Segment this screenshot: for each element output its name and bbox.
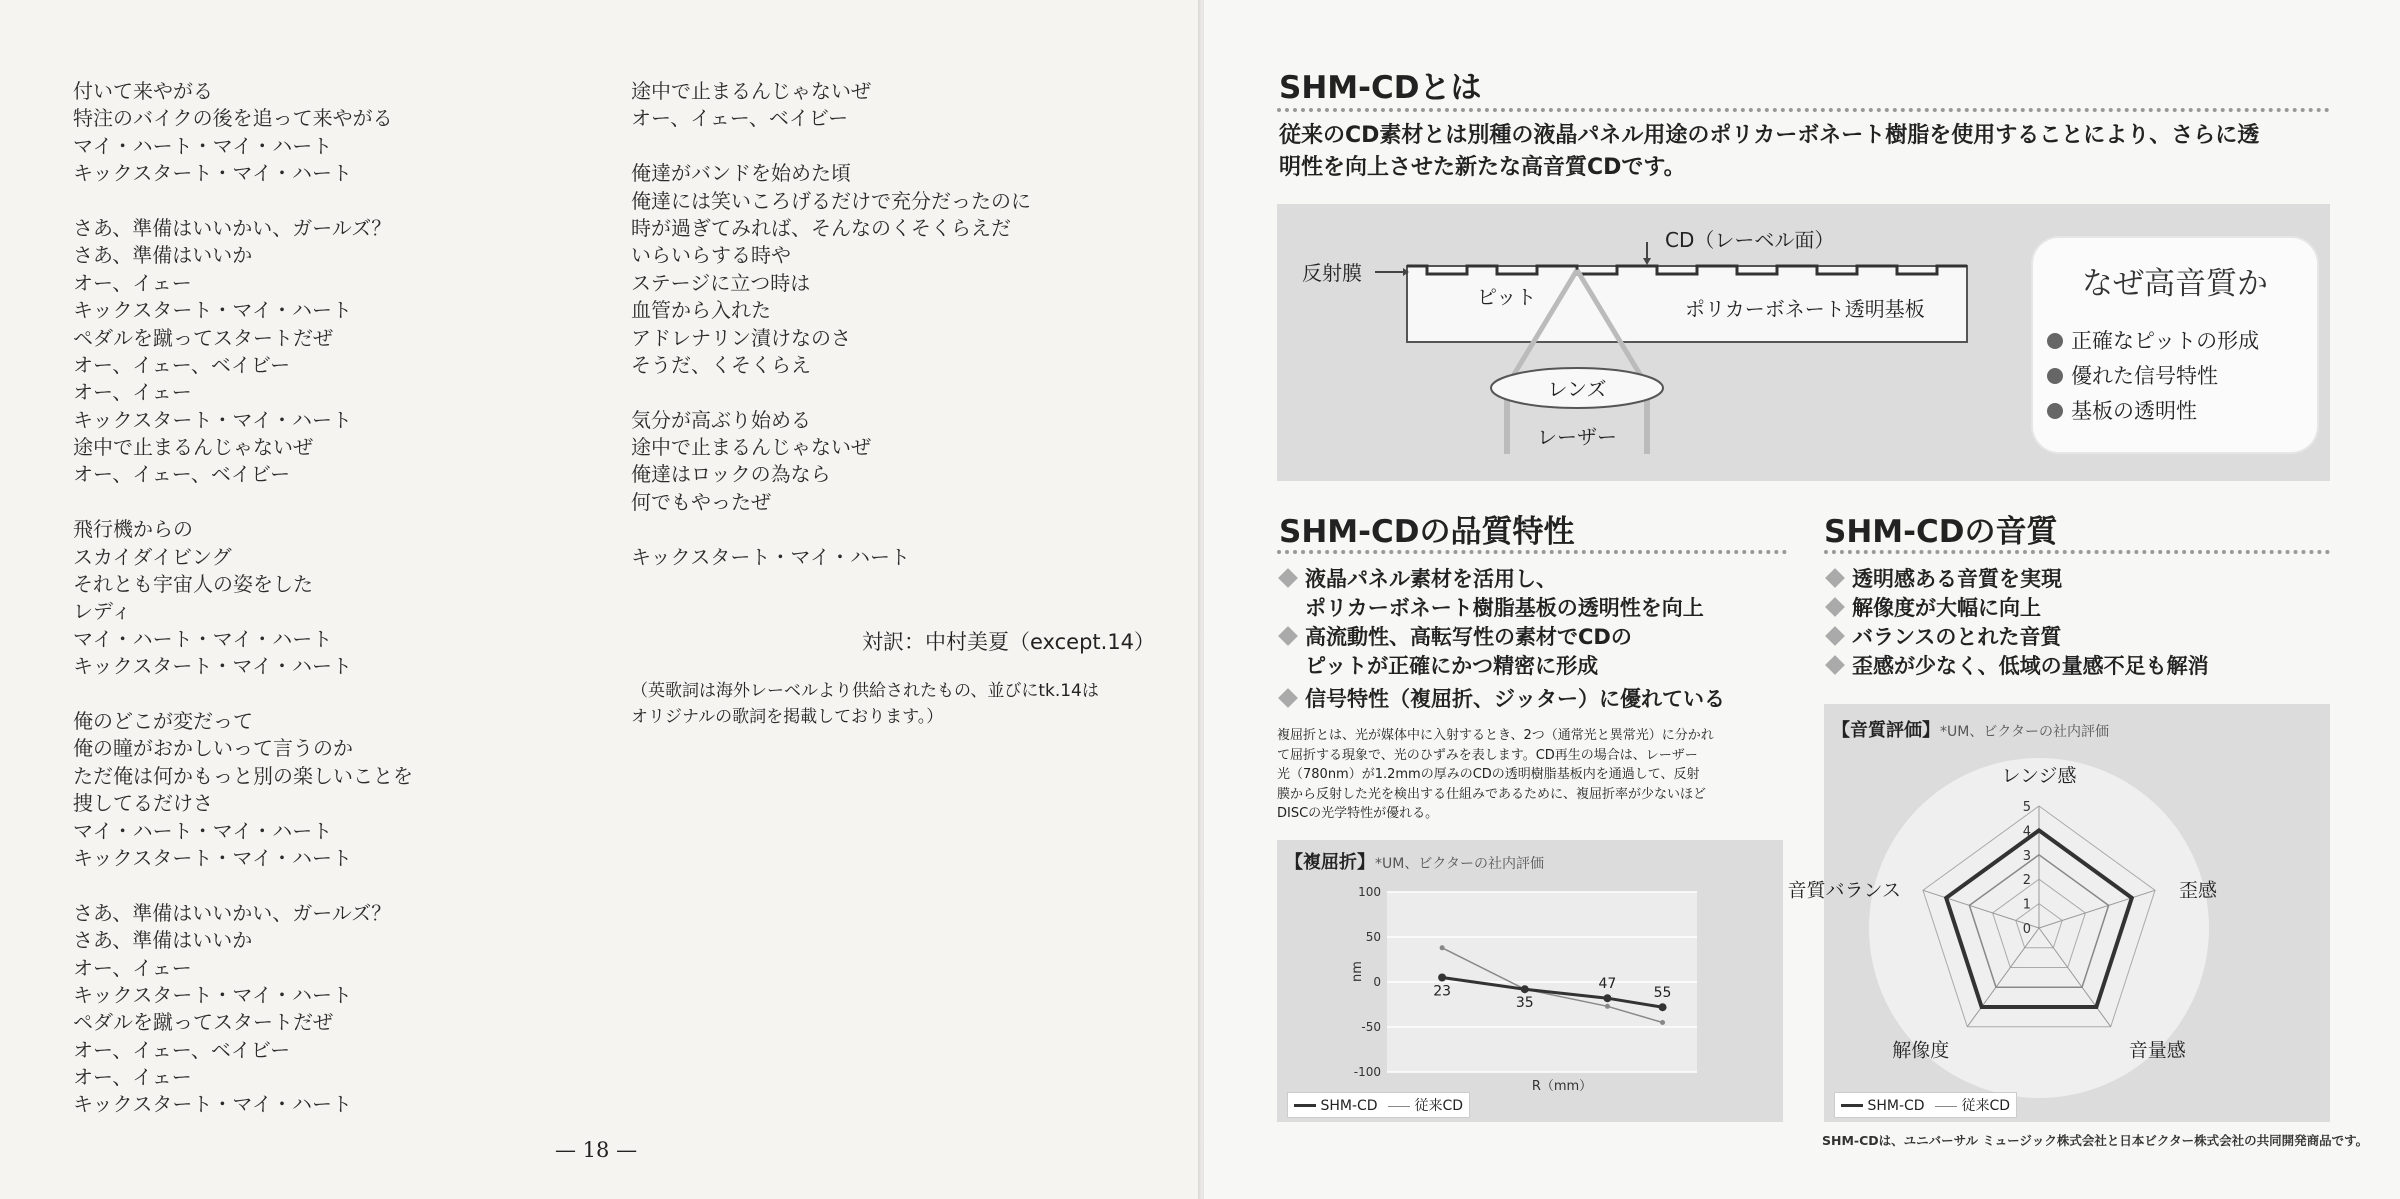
- lyric-line: オー、イェー: [73, 380, 192, 405]
- lyric-line: 気分が高ぶり始める: [631, 407, 811, 432]
- lyric-line: マイ・ハート・マイ・ハート: [73, 133, 333, 158]
- feature-text: 解像度が大幅に向上: [1852, 596, 2041, 620]
- lyric-line: 飛行機からの: [73, 517, 193, 542]
- lyric-line: キックスタート・マイ・ハート: [631, 544, 910, 569]
- legend-conv-label: 従来CD: [1961, 1098, 2011, 1114]
- data-point: [1659, 1003, 1667, 1011]
- radar-axis-label: 音量感: [2128, 1039, 2186, 1062]
- lyric-line: 俺のどこが変だって: [73, 708, 253, 733]
- legend-shm-swatch: [1841, 1104, 1863, 1107]
- feature-text: 信号特性（複屈折、ジッター）に優れている: [1305, 687, 1725, 711]
- lyric-line: さあ、準備はいいかい、ガールズ？: [73, 215, 392, 240]
- substrate-label: ポリカーボネート透明基板: [1685, 297, 1925, 321]
- lyric-line: 途中で止まるんじゃないぜ: [73, 435, 313, 460]
- stanza-gap: [631, 516, 1031, 543]
- note-line: （英歌詞は海外レーベルより供給されたもの、並びにtk.14は: [631, 681, 1099, 701]
- pit-label: ピット: [1477, 285, 1537, 309]
- y-tick-label: 50: [1365, 930, 1381, 944]
- why-item: [2047, 395, 2197, 425]
- lyric-line: オー、イェー、ベイビー: [73, 1037, 291, 1062]
- why-high-quality-box: [2033, 238, 2317, 452]
- sound-radar-chart: [1787, 704, 2330, 1122]
- feature-text: 高流動性、高転写性の素材でCDの: [1305, 625, 1632, 649]
- lyric-line: オー、イェー、ベイビー: [73, 352, 291, 377]
- lyric-line: ただ俺は何かもっと別の楽しいことを: [73, 763, 413, 788]
- reflective-label: 反射膜: [1302, 261, 1362, 285]
- lyrics-column-2: [631, 78, 1031, 571]
- y-axis-label: nm: [1350, 961, 1365, 982]
- birefringence-chart-panel: [1277, 840, 1783, 1122]
- lyric-line: いらいらする時や: [631, 243, 791, 268]
- point-label: 23: [1433, 983, 1452, 1000]
- chart-subtitle: *UM、ビクターの社内評価: [1375, 856, 1545, 872]
- why-title: なぜ高音質か: [2082, 266, 2268, 302]
- lyric-line: レディ: [73, 599, 132, 624]
- laser-label: レーザー: [1537, 425, 1617, 449]
- lyric-line: 途中で止まるんじゃないぜ: [631, 435, 871, 460]
- translator-credit: 対訳：中村美夏（except.14）: [862, 630, 1156, 654]
- lyric-line: 俺達はロックの為なら: [631, 462, 831, 487]
- title-divider: [1277, 108, 2330, 112]
- lyric-line: 俺達がバンドを始めた頃: [631, 161, 851, 186]
- lyric-line: オー、イェー: [73, 270, 192, 295]
- lyric-line: そうだ、くそくらえ: [631, 352, 811, 377]
- sound-feature: [1824, 594, 2041, 623]
- diamond-bullet-icon: [1278, 626, 1298, 646]
- shm-cd-title: SHM-CDとは: [1279, 70, 1482, 106]
- diamond-bullet-icon: [1825, 597, 1845, 617]
- feature-text: バランスのとれた音質: [1852, 625, 2062, 649]
- stanza-gap: [73, 188, 413, 215]
- lyric-line: 途中で止まるんじゃないぜ: [631, 79, 871, 103]
- lyric-line: さあ、準備はいいか: [73, 928, 253, 953]
- sound-divider: [1824, 550, 2330, 554]
- diamond-bullet-icon: [1278, 568, 1298, 588]
- lyric-line: オー、イェー: [73, 1065, 192, 1090]
- lyric-line: マイ・ハート・マイ・ハート: [73, 626, 333, 651]
- point-label: 55: [1653, 985, 1672, 1002]
- lyric-line: それとも宇宙人の姿をした: [73, 572, 313, 597]
- bullet-dot-icon: [2047, 403, 2063, 419]
- chart-subtitle: *UM、ビクターの社内評価: [1940, 724, 2110, 740]
- legend-shm-label: SHM-CD: [1867, 1098, 1925, 1114]
- radar-tick-label: 4: [2022, 824, 2031, 840]
- data-point: [1605, 1004, 1610, 1009]
- stanza-gap: [631, 133, 1031, 160]
- diamond-bullet-icon: [1825, 568, 1845, 588]
- lyric-line: ペダルを蹴ってスタートだぜ: [73, 1010, 333, 1035]
- stanza-gap: [631, 379, 1031, 406]
- desc-line: 複屈折とは、光が媒体中に入射するとき、2つ（通常光と異常光）に分かれ: [1277, 728, 1714, 743]
- lyric-line: キックスタート・マイ・ハート: [73, 982, 352, 1007]
- y-tick-label: 100: [1358, 885, 1381, 899]
- lyric-line: オー、イェー: [73, 955, 192, 980]
- radar-tick-label: 3: [2022, 848, 2031, 864]
- y-tick-label: -50: [1361, 1020, 1381, 1034]
- sound-feature: [1824, 623, 2061, 652]
- page-number: — 18 —: [555, 1138, 638, 1162]
- lyric-line: マイ・ハート・マイ・ハート: [73, 818, 333, 843]
- data-point: [1521, 985, 1529, 993]
- radar-chart-legend: [1834, 1092, 2017, 1118]
- lyric-line: ペダルを蹴ってスタートだぜ: [73, 325, 333, 350]
- chart-title-text: 【複屈折】: [1285, 852, 1375, 873]
- feature-text: 液晶パネル素材を活用し、: [1305, 567, 1557, 591]
- feature-text: ポリカーボネート樹脂基板の透明性を向上: [1305, 596, 1704, 620]
- quality-feature-3: [1277, 685, 1725, 714]
- lyric-line: オー、イェー、ベイビー: [631, 106, 849, 131]
- data-point: [1603, 994, 1611, 1002]
- birefringence-line-chart: [1277, 840, 1783, 1122]
- radar-axis-label: 歪感: [2179, 879, 2218, 902]
- lyrics-column-1: [73, 78, 413, 1119]
- sound-evaluation-chart-panel: [1787, 704, 2330, 1122]
- legend-shm-swatch: [1294, 1104, 1316, 1107]
- lyrics-note: [631, 678, 1099, 730]
- sound-feature: [1824, 565, 2062, 594]
- intro-line: 従来のCD素材とは別種の液晶パネル用途のポリカーボネート樹脂を使用することにより、さらに透: [1279, 123, 2260, 148]
- desc-line: て屈折する現象で、光のひずみを表します。CD再生の場合は、レーザー: [1277, 747, 1698, 763]
- cd-label: CD（レーベル面）: [1665, 228, 1835, 252]
- lyric-line: オー、イェー、ベイビー: [73, 462, 291, 487]
- feature-text: ピットが正確にかつ精密に形成: [1305, 654, 1599, 678]
- data-point: [1660, 1020, 1665, 1025]
- point-label: 35: [1515, 995, 1534, 1012]
- radar-axis-label: レンジ感: [2001, 765, 2077, 787]
- data-point: [1438, 974, 1446, 982]
- joint-development-footnote: SHM-CDは、ユニバーサル ミュージック株式会社と日本ビクター株式会社の共同開発商品です。: [1822, 1133, 2369, 1148]
- label-arrowhead: [1643, 258, 1651, 265]
- stanza-gap: [73, 489, 413, 516]
- chart-title-text: 【音質評価】: [1832, 720, 1940, 741]
- lyric-line: スカイダイビング: [73, 544, 232, 569]
- lens-label: レンズ: [1547, 377, 1607, 401]
- why-item-label: 優れた信号特性: [2071, 364, 2218, 388]
- radar-tick-label: 2: [2022, 873, 2031, 889]
- lyric-line: アドレナリン漬けなのさ: [631, 325, 851, 350]
- sound-feature: [1824, 652, 2209, 681]
- quality-feature-2: [1277, 623, 1632, 681]
- diamond-bullet-icon: [1825, 655, 1845, 675]
- radar-axis-label: 音質バランス: [1787, 879, 1901, 902]
- lyric-line: 捜してるだけさ: [73, 791, 213, 816]
- lyric-line: さあ、準備はいいかい、ガールズ？: [73, 900, 392, 925]
- lyric-line: キックスタート・マイ・ハート: [73, 654, 352, 679]
- lyric-line: キックスタート・マイ・ハート: [73, 845, 352, 870]
- lyric-line: キックスタート・マイ・ハート: [73, 161, 352, 186]
- bullet-dot-icon: [2047, 333, 2063, 349]
- why-item-label: 基板の透明性: [2071, 399, 2197, 423]
- legend-conv-label: 従来CD: [1414, 1098, 1464, 1114]
- radar-tick-label: 5: [2022, 800, 2031, 815]
- why-item: [2047, 325, 2259, 355]
- data-point: [1440, 945, 1445, 950]
- quality-divider: [1277, 550, 1787, 554]
- radar-tick-label: 0: [2022, 922, 2031, 937]
- lyric-line: キックスタート・マイ・ハート: [73, 298, 352, 323]
- diamond-bullet-icon: [1278, 688, 1298, 708]
- lyric-line: 何でもやったぜ: [631, 489, 771, 514]
- why-item-label: 正確なピットの形成: [2071, 329, 2260, 353]
- legend-shm-label: SHM-CD: [1320, 1098, 1378, 1114]
- lyric-line: キックスタート・マイ・ハート: [73, 1092, 352, 1117]
- lyric-line: キックスタート・マイ・ハート: [73, 407, 352, 432]
- sound-title: SHM-CDの音質: [1824, 514, 2058, 550]
- lyric-line: 時が過ぎてみれば、そんなのくそくらえだ: [631, 215, 1011, 240]
- note-line: オリジナルの歌詞を掲載しております。）: [631, 707, 944, 727]
- feature-text: 透明感ある音質を実現: [1852, 567, 2062, 591]
- legend-conv-swatch: [1935, 1106, 1957, 1107]
- intro-text: [1279, 120, 2329, 184]
- line-chart-legend: [1287, 1092, 1470, 1118]
- quality-feature-1: [1277, 565, 1704, 623]
- stanza-gap: [73, 872, 413, 899]
- lyric-line: さあ、準備はいいか: [73, 243, 253, 268]
- why-item: [2047, 360, 2218, 390]
- desc-line: DISCの光学特性が優れる。: [1277, 806, 1439, 821]
- feature-text: 歪感が少なく、低域の量感不足も解消: [1852, 654, 2209, 678]
- x-axis-label: R（mm）: [1531, 1079, 1593, 1094]
- lyric-line: 俺の瞳がおかしいって言うのか: [73, 736, 353, 761]
- lyric-line: ステージに立つ時は: [631, 270, 811, 295]
- y-tick-label: 0: [1373, 975, 1381, 989]
- quality-title: SHM-CDの品質特性: [1279, 514, 1575, 550]
- legend-conv-swatch: [1388, 1106, 1410, 1107]
- lyric-line: 付いて来やがる: [73, 79, 213, 103]
- birefringence-description: [1277, 726, 1797, 824]
- diamond-bullet-icon: [1825, 626, 1845, 646]
- intro-line: 明性を向上させた新たな高音質CDです。: [1279, 155, 1686, 180]
- lyric-line: 血管から入れた: [631, 298, 771, 323]
- point-label: 47: [1598, 976, 1617, 993]
- desc-line: 光（780nm）が1.2mmの厚みのCDの透明樹脂基板内を通過して、反射: [1277, 767, 1700, 782]
- lyric-line: 特注のバイクの後を追って来やがる: [73, 106, 393, 131]
- desc-line: 膜から反射した光を検出する仕組みであるために、複屈折率が少ないほど: [1277, 786, 1707, 802]
- radar-tick-label: 1: [2022, 897, 2031, 913]
- y-tick-label: -100: [1353, 1065, 1381, 1079]
- stanza-gap: [73, 681, 413, 708]
- lyric-line: 俺達には笑いころげるだけで充分だったのに: [631, 188, 1031, 213]
- bullet-dot-icon: [2047, 368, 2063, 384]
- radar-axis-label: 解像度: [1892, 1039, 1950, 1062]
